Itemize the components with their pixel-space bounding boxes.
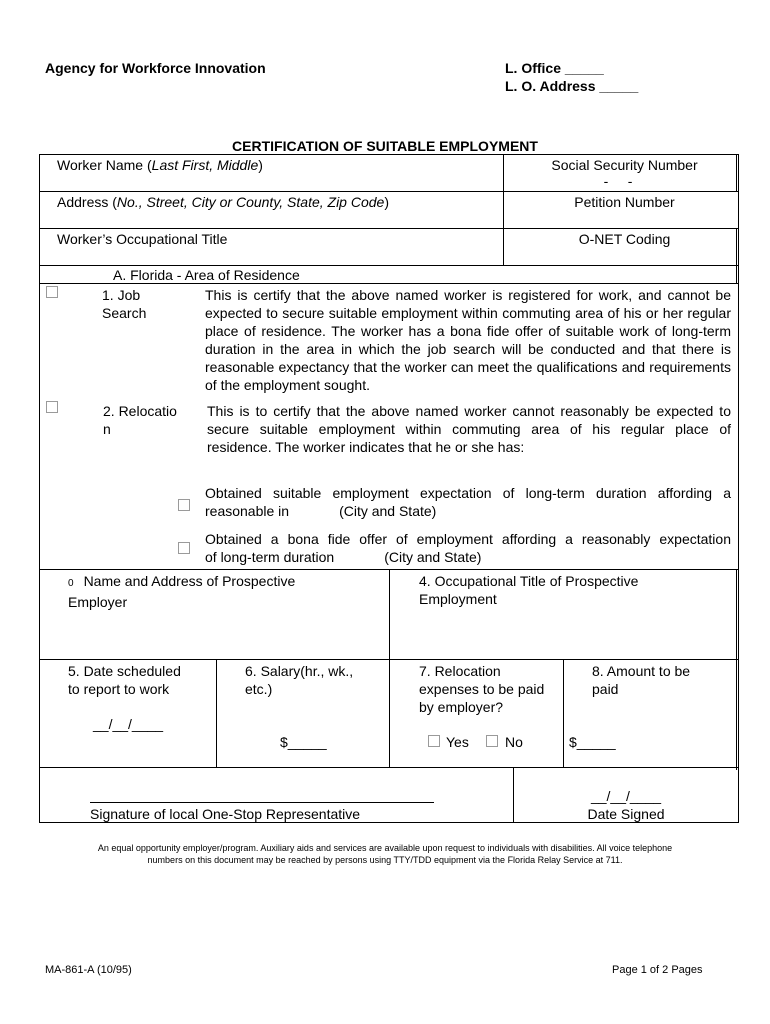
page-info: Page 1 of 2 Pages [612,964,703,976]
item7-no-checkbox[interactable] [486,735,498,747]
item7-yes-checkbox[interactable] [428,735,440,747]
address-label: Address (No., Street, City or County, State, Zip Code) [57,194,390,210]
date-signed-label: Date Signed [587,806,665,822]
item6-salary-field[interactable]: $_____ [280,734,327,750]
item8-amount-field[interactable]: $_____ [569,734,616,750]
item4-label: 4. Occupational Title of Prospective Employment [419,573,639,607]
option2-checkbox[interactable] [178,542,190,554]
item5-date-field[interactable]: __/__/____ [93,716,164,732]
option2-text: Obtained a bona fide offer of employment affording a reasonably expectation of long-term duration (City and State) [205,531,731,565]
petition-label: Petition Number [574,194,675,210]
relocation-text: This is to certify that the above named worker cannot reasonably be expected to secure suitable employment within commuting area of his regular place of residence. The worker indicates that he or she has: [207,403,731,455]
local-office: L. Office _____ [505,60,604,76]
option1-checkbox[interactable] [178,499,190,511]
job-search-checkbox[interactable] [46,286,58,298]
onet-label: O-NET Coding [578,231,671,247]
relocation-checkbox[interactable] [46,401,58,413]
form-title: CERTIFICATION OF SUITABLE EMPLOYMENT [232,138,538,154]
item7-no-label: No [505,734,523,750]
ssn-label: Social Security Number [551,157,698,173]
date-signed-field[interactable]: __/__/____ [590,788,662,804]
worker-name-label: Worker Name (Last First, Middle) [57,157,263,173]
item7-yes-label: Yes [446,734,469,750]
occupational-title-label: Worker’s Occupational Title [57,231,228,247]
eeo-notice-line1: An equal opportunity employer/program. Auxiliary aids and services are available upon request to individuals with disabilities. All voice telephone [97,843,673,853]
local-office-address: L. O. Address _____ [505,78,639,94]
signature-line[interactable] [90,802,434,803]
item7-label: 7. Relocation expenses to be paid by employer? [419,663,545,715]
item3-label: 0 Name and Address of Prospective Employer [68,573,296,610]
option1-text: Obtained suitable employment expectation of long-term duration affording a reasonable in (City and State) [205,485,731,519]
eeo-notice-line2: numbers on this document may be reached by persons using TTY/TDD equipment via the Florida Relay Service at 711. [147,855,623,865]
section-a-title: A. Florida - Area of Residence [113,267,300,283]
item5-label: 5. Date scheduled to report to work [68,663,181,697]
job-search-text: This is certify that the above named worker is registered for work, and cannot be expected to secure suitable employment within commuting area of his or her regular place of residence. The worker has a bona fide offer of suitable work of long-term duration in the area in which the job search will be conducted and that there is reasonable expectancy that the worker can meet the qualifications and requirements of the employment sought. [205,287,731,393]
agency-name: Agency for Workforce Innovation [45,60,266,76]
item6-label: 6. Salary(hr., wk., etc.) [245,663,354,697]
job-search-label: 1. Job Search [102,287,147,321]
form-number: MA-861-A (10/95) [45,964,132,976]
signature-label: Signature of local One-Stop Representative [90,806,361,822]
ssn-field[interactable]: - - [603,173,633,189]
relocation-label: 2. Relocatio n [103,403,177,437]
item8-label: 8. Amount to be paid [592,663,691,697]
